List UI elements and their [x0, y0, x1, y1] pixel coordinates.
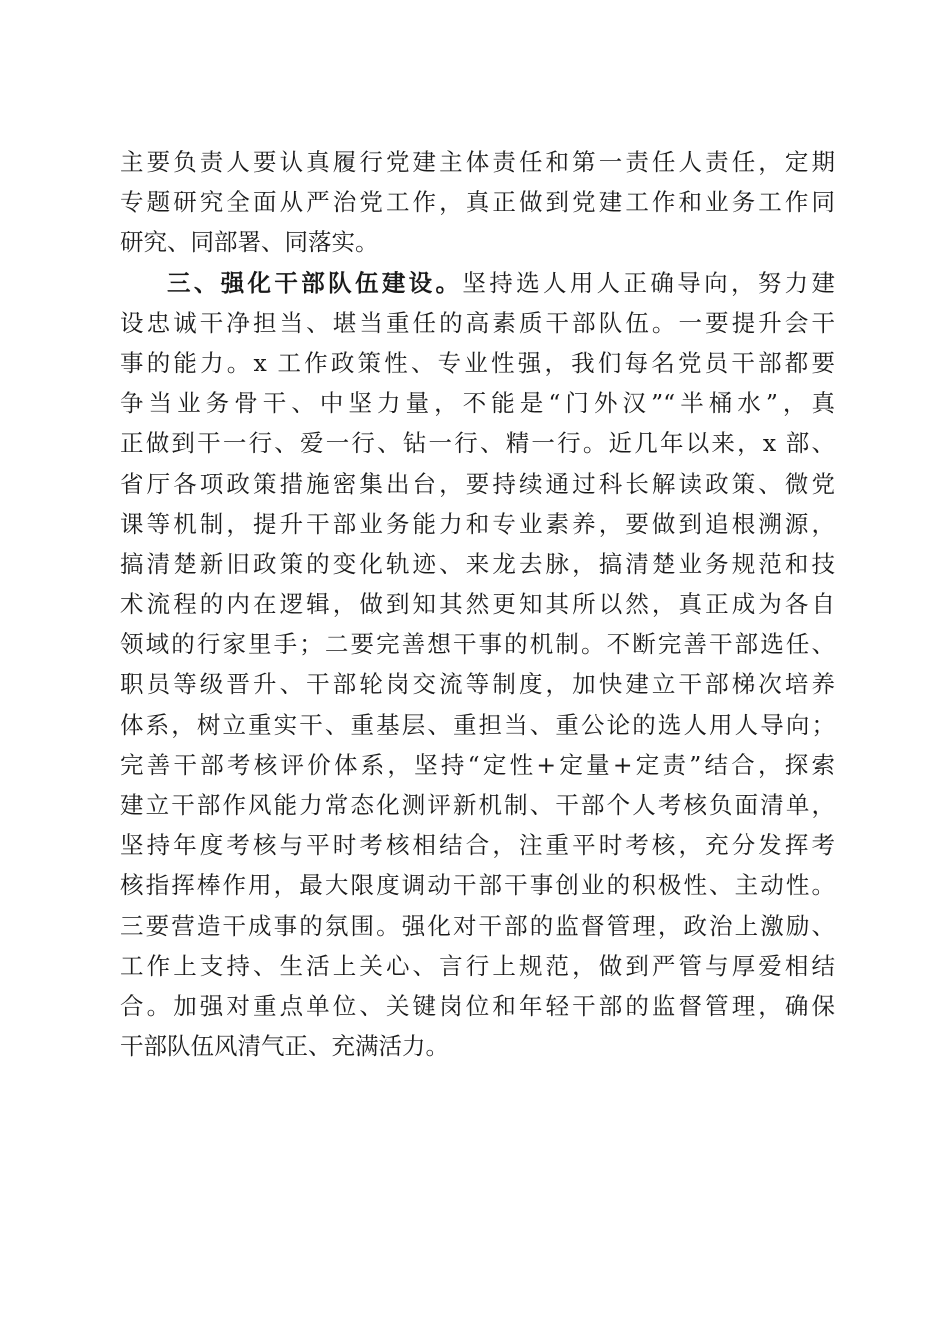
paragraph-2-line: 工作上支持、生活上关心、言行上规范，做到严管与厚爱相结 [120, 951, 835, 980]
paragraph-2-line: 完善干部考核评价体系，坚持“定性+定量+定责”结合，探索 [120, 750, 835, 779]
paragraph-2-line: 建立干部作风能力常态化测评新机制、干部个人考核负面清单， [120, 791, 835, 819]
paragraph-2-line: 领域的行家里手；二要完善想干事的机制。不断完善干部选任、 [120, 630, 835, 659]
paragraph-2-line: 省厅各项政策措施密集出台，要持续通过科长解读政策、微党 [120, 469, 835, 498]
paragraph-2-line: 正做到干一行、爱一行、钻一行、精一行。近几年以来，x 部、 [120, 429, 835, 458]
document-body [120, 142, 835, 1066]
paragraph-2-line: 体系，树立重实干、重基层、重担当、重公论的选人用人导向； [120, 710, 835, 739]
paragraph-2-line: 三要营造干成事的氛围。强化对干部的监督管理，政治上激励、 [120, 911, 835, 940]
paragraph-1-line: 主要负责人要认真履行党建主体责任和第一责任人责任，定期 [120, 148, 835, 176]
paragraph-2-line: 设忠诚干净担当、堪当重任的高素质干部队伍。一要提升会干 [120, 308, 835, 337]
paragraph-1-line: 专题研究全面从严治党工作，真正做到党建工作和业务工作同 [120, 188, 835, 217]
section-heading: 三、强化干部队伍建设。 [167, 268, 463, 297]
paragraph-2-line: 核指挥棒作用，最大限度调动干部干事创业的积极性、主动性。 [120, 871, 835, 900]
paragraph-2-line: 坚持年度考核与平时考核相结合，注重平时考核，充分发挥考 [120, 831, 835, 860]
paragraph-2-line: 合。加强对重点单位、关键岗位和年轻干部的监督管理，确保 [120, 991, 835, 1020]
paragraph-2-line: 争当业务骨干、中坚力量，不能是“门外汉”“半桶水”，真 [120, 389, 835, 418]
paragraph-2-line: 坚持选人用人正确导向，努力建 [462, 268, 836, 297]
paragraph-2-line: 职员等级晋升、干部轮岗交流等制度，加快建立干部梯次培养 [120, 670, 835, 699]
paragraph-2-line: 课等机制，提升干部业务能力和专业素养，要做到追根溯源， [120, 509, 835, 538]
paragraph-1-line: 研究、同部署、同落实。 [120, 228, 379, 257]
paragraph-2-line: 术流程的内在逻辑，做到知其然更知其所以然，真正成为各自 [120, 590, 835, 619]
section-heading-line [120, 263, 835, 303]
paragraph-2-line: 事的能力。x 工作政策性、专业性强，我们每名党员干部都要 [120, 348, 835, 377]
paragraph-2-line: 搞清楚新旧政策的变化轨迹、来龙去脉，搞清楚业务规范和技 [120, 549, 835, 578]
paragraph-2-line: 干部队伍风清气正、充满活力。 [120, 1032, 449, 1061]
